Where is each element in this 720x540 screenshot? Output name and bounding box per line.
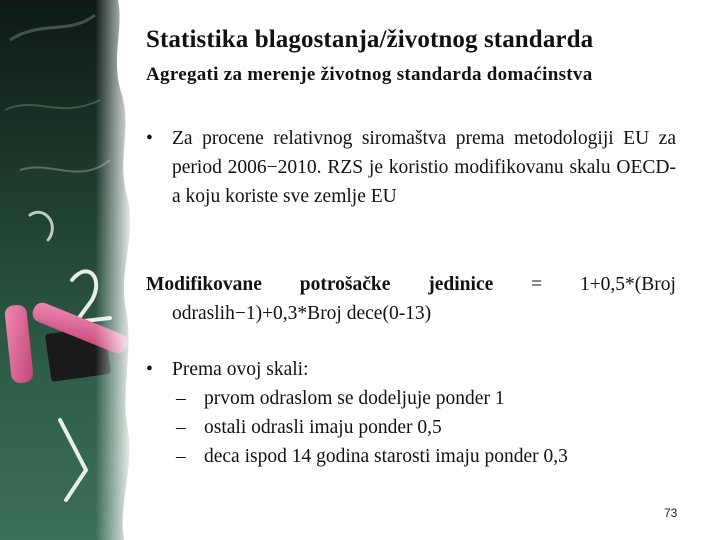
bullet-marker: • <box>146 359 153 380</box>
dash-marker: – <box>176 446 186 467</box>
formula-word: jedinice <box>428 274 494 295</box>
page-number: 73 <box>664 506 678 520</box>
list-item <box>176 384 676 413</box>
formula-word: Modifikovane <box>146 274 262 295</box>
formula-line-2: odraslih−1)+0,3*Broj dece(0-13) <box>172 303 432 324</box>
formula-line-1 <box>146 270 676 299</box>
list-item-text: deca ispod 14 godina starosti imaju ponder 0,3 <box>204 446 568 467</box>
bullet-marker: • <box>146 128 153 149</box>
formula-modified-units <box>146 270 676 328</box>
list-item <box>176 442 676 471</box>
bullet-text: Za procene relativnog siromaštva prema metodologiji EU za period 2006−2010. RZS je koristio modifikovanu skalu OECD-a koju koriste sve zemlje EU <box>172 128 676 207</box>
list-item <box>176 413 676 442</box>
dash-marker: – <box>176 388 186 409</box>
list-item-text: prvom odraslom se dodeljuje ponder 1 <box>204 388 505 409</box>
bullet-scale <box>146 355 676 471</box>
bullet-heading: Prema ovoj skali: <box>172 359 309 380</box>
sub-list <box>176 384 676 471</box>
list-item-text: ostali odrasli imaju ponder 0,5 <box>204 417 442 438</box>
formula-equals: = <box>531 274 543 295</box>
slide-subtitle: Agregati za merenje životnog standarda domaćinstva <box>146 64 593 85</box>
slide-title: Statistika blagostanja/životnog standarda <box>146 26 594 53</box>
dash-marker: – <box>176 417 186 438</box>
formula-word: 1+0,5*(Broj <box>579 274 676 295</box>
formula-word: potrošačke <box>299 274 391 295</box>
bullet-relative-poverty <box>146 124 676 211</box>
